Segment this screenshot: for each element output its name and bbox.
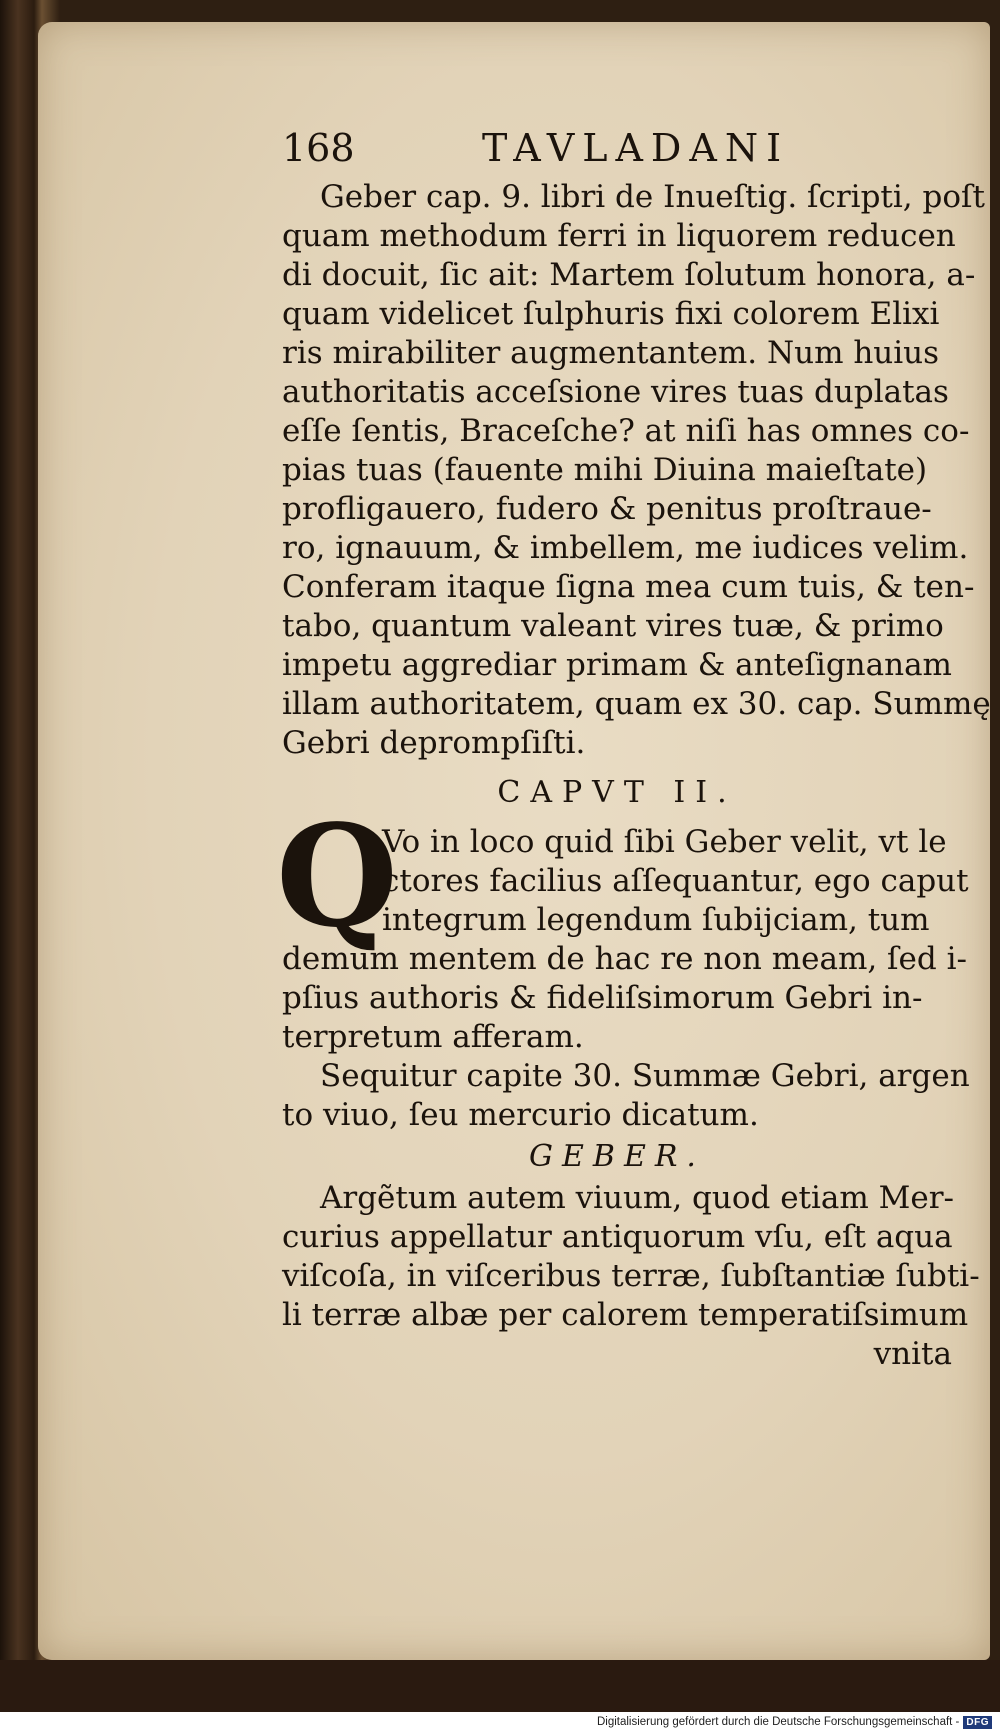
text-line: li terræ albæ per calorem temperatiſsimum: [282, 1297, 969, 1333]
sub-heading: GEBER.: [529, 1139, 705, 1174]
text-line: ro, ignauum, & imbellem, me iudices velim.: [282, 530, 969, 566]
paragraph-1: [282, 178, 991, 763]
text-line: viſcoſa, in viſceribus terræ, ſubſtantiæ ſubti-: [282, 1258, 980, 1294]
text-line: terpretum afferam.: [282, 1019, 584, 1055]
text-line: di docuit, ſic ait: Martem ſolutum honora, a-: [282, 257, 976, 293]
text-line: to viuo, ſeu mercurio dicatum.: [282, 1097, 759, 1133]
page-edge: [0, 1660, 1000, 1712]
page-header: [282, 126, 922, 170]
drop-cap: Q: [276, 795, 398, 959]
text-line: Conferam itaque ſigna mea cum tuis, & ten-: [282, 569, 975, 605]
running-head: TAVLADANI: [482, 126, 790, 170]
text-line: ris mirabiliter augmentantem. Num huius: [282, 335, 940, 371]
text-line: demum mentem de hac re non meam, ſed i-: [282, 941, 967, 977]
footer-bar: [0, 1712, 1000, 1732]
footer-credit: Digitalisierung gefördert durch die Deutsche Forschungsgemeinschaft -: [596, 1716, 960, 1728]
text-line: Geber cap. 9. libri de Inueſtig. ſcripti, poſt: [320, 179, 985, 215]
paragraph-3: [282, 1057, 970, 1135]
text-line: quam videlicet ſulphuris fixi colorem Elixi: [282, 296, 940, 332]
text-line: quam methodum ferri in liquorem reducen: [282, 218, 956, 254]
dfg-logo: DFG: [963, 1716, 992, 1729]
text-line: Sequitur capite 30. Summæ Gebri, argen: [320, 1058, 970, 1094]
text-line: pſius authoris & fideliſsimorum Gebri in-: [282, 980, 923, 1016]
paragraph-2: [276, 795, 969, 1057]
catchword: vnita: [873, 1336, 952, 1372]
chapter-heading: CAPVT II.: [497, 775, 737, 810]
text-line: impetu aggrediar primam & anteſignanam: [282, 647, 952, 683]
text-line: tabo, quantum valeant vires tuæ, & primo: [282, 608, 944, 644]
text-line: authoritatis acceſsione vires tuas duplatas: [282, 374, 949, 410]
paragraph-4: [282, 1179, 980, 1374]
text-line: integrum legendum ſubijciam, tum: [382, 902, 930, 938]
text-line: Vo in loco quid ſibi Geber velit, vt le: [382, 824, 947, 860]
text-line: ctores facilius aſſequantur, ego caput: [382, 863, 969, 899]
text-line: curius appellatur antiquorum vſu, eſt aqua: [282, 1219, 953, 1255]
page-number: 168: [282, 126, 355, 170]
text-line: eſſe ſentis, Braceſche? at niſi has omnes co-: [282, 413, 970, 449]
text-line: Argẽtum autem viuum, quod etiam Mer-: [320, 1180, 955, 1216]
body-text: [276, 178, 991, 1374]
text-line: pias tuas (fauente mihi Diuina maieſtate): [282, 452, 928, 488]
text-line: illam authoritatem, quam ex 30. cap. Summę: [282, 686, 991, 722]
text-line: Gebri deprompſiſti.: [282, 725, 586, 761]
text-line: profligauero, fudero & penitus proſtraue-: [282, 491, 932, 527]
